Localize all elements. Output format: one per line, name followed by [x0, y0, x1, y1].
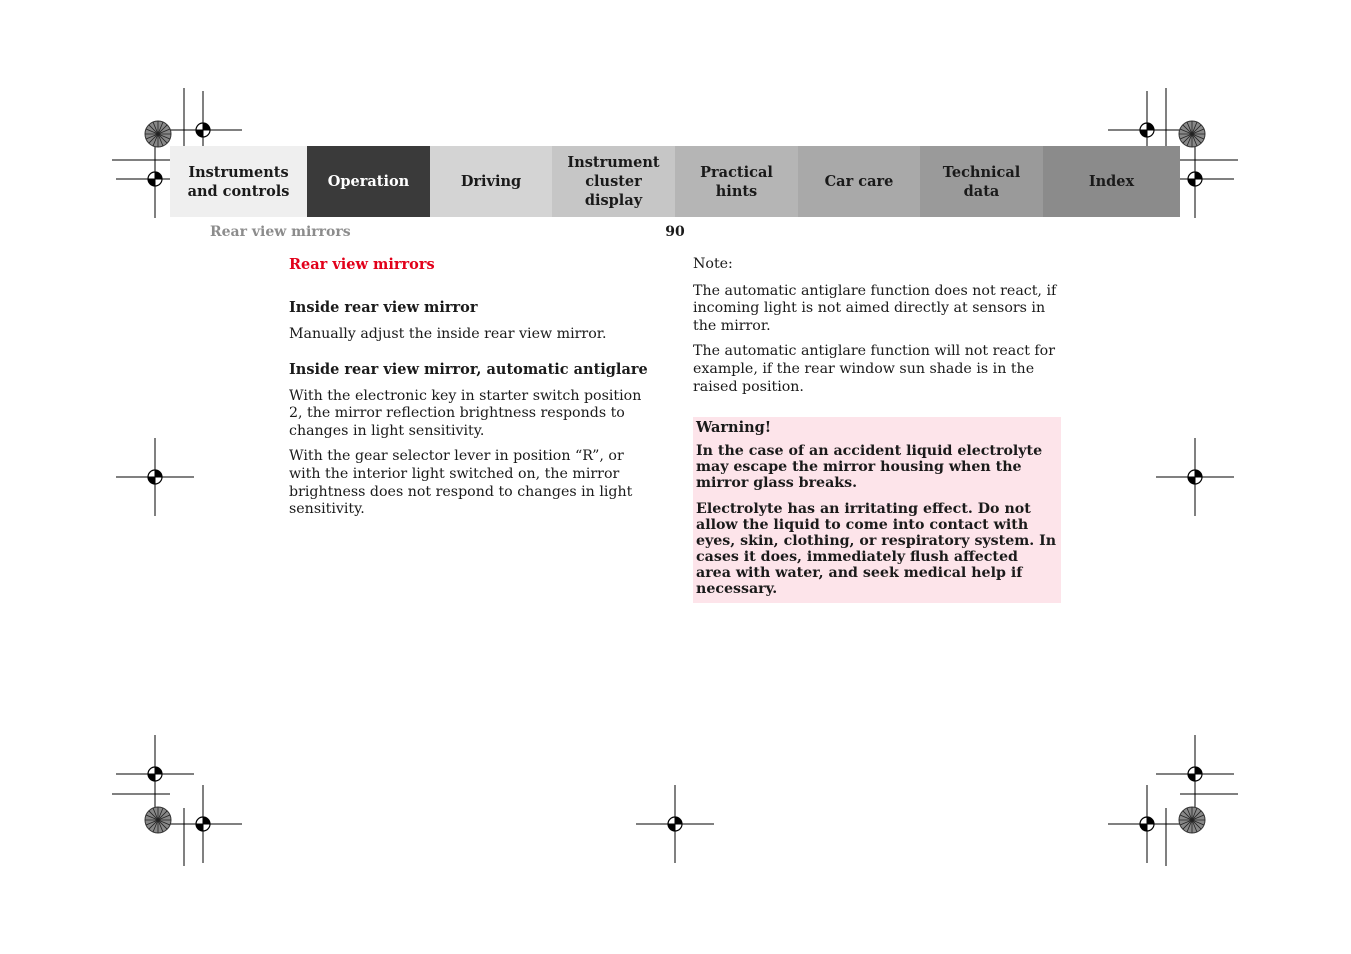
- warning-box: [693, 417, 1061, 603]
- tab-index[interactable]: Index: [1043, 146, 1180, 217]
- right-column: [693, 256, 1061, 603]
- note-paragraph: The automatic antiglare function will not react for example, if the rear window sun shade is in the raised position.: [693, 343, 1055, 395]
- note-paragraph: The automatic antiglare function does not react, if incoming light is not aimed directly at sensors in the mirror.: [693, 282, 1057, 334]
- section-nav: [170, 146, 1180, 217]
- left-column: [289, 256, 659, 527]
- subheading-inside-mirror: Inside rear view mirror: [289, 299, 478, 316]
- warning-title: Warning!: [696, 419, 772, 437]
- tab-practical-hints[interactable]: Practical hints: [675, 146, 798, 217]
- warning-paragraph: Electrolyte has an irritating effect. Do not allow the liquid to come into contact with eyes, skin, clothing, or respiratory system. In cases it does, immediately flush affected area with water, and seek medical help if necessary.: [696, 501, 1057, 598]
- tab-operation[interactable]: Operation: [307, 146, 430, 217]
- tab-driving[interactable]: Driving: [430, 146, 552, 217]
- paragraph: With the electronic key in starter switch position 2, the mirror reflection brightness responds to changes in light sensitivity.: [289, 387, 642, 439]
- tab-instruments-and-controls[interactable]: Instruments and controls: [170, 146, 307, 217]
- running-head: Rear view mirrors: [210, 224, 351, 240]
- warning-paragraph: In the case of an accident liquid electrolyte may escape the mirror housing when the mirror glass breaks.: [696, 443, 1043, 492]
- tab-car-care[interactable]: Car care: [798, 146, 920, 217]
- paragraph: With the gear selector lever in position “R”, or with the interior light switched on, the mirror brightness does not respond to changes in light sensitivity.: [289, 448, 633, 518]
- section-title: Rear view mirrors: [289, 256, 435, 273]
- page-number: 90: [665, 224, 685, 240]
- note-label: Note:: [693, 256, 733, 272]
- paragraph: Manually adjust the inside rear view mirror.: [289, 326, 607, 342]
- tab-technical-data[interactable]: Technical data: [920, 146, 1043, 217]
- tab-instrument-cluster-display[interactable]: Instrument cluster display: [552, 146, 675, 217]
- subheading-automatic-antiglare: Inside rear view mirror, automatic antiglare: [289, 360, 648, 378]
